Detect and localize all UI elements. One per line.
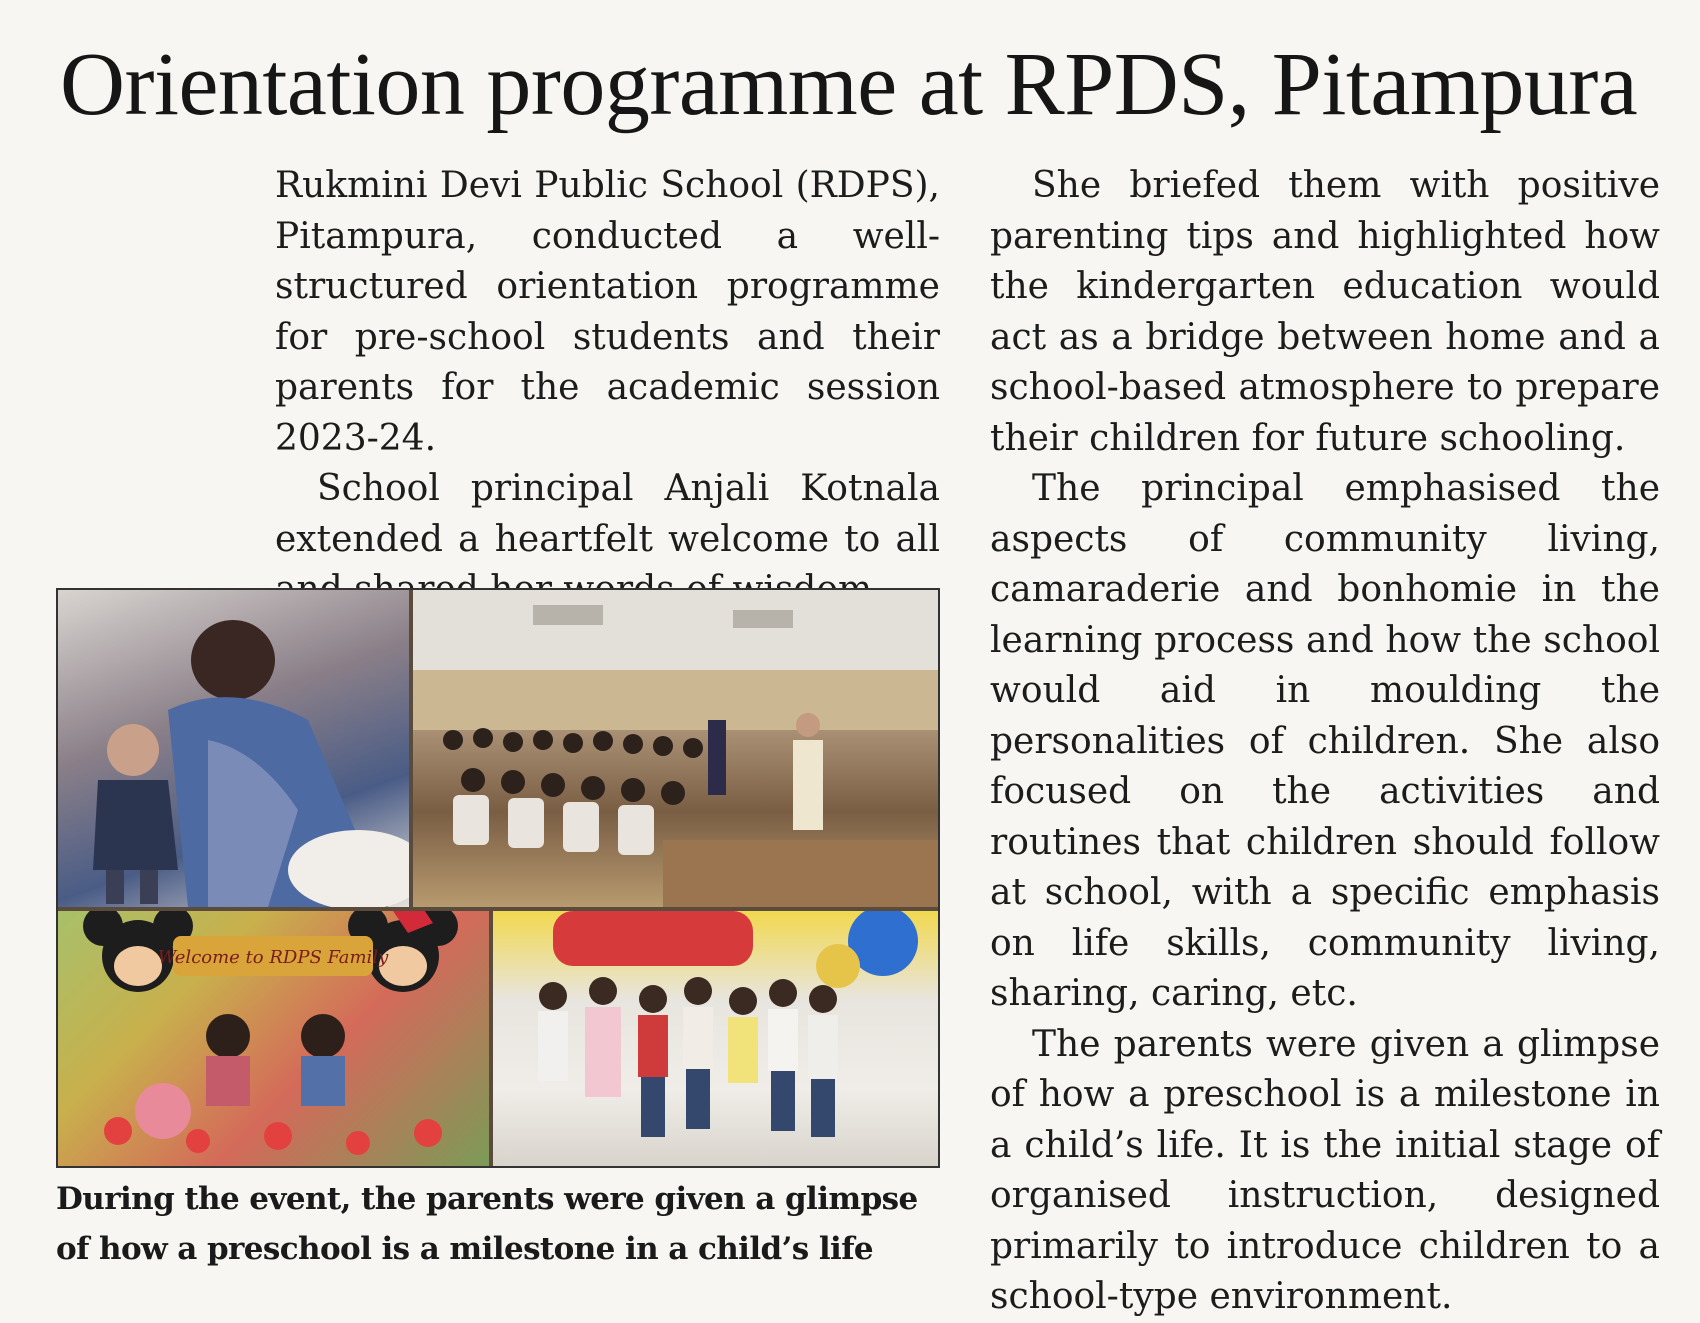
- photo-welcome-board: [58, 911, 489, 1166]
- headline: Orientation programme at RPDS, Pitampura: [60, 35, 1638, 134]
- photo-children-group: [493, 911, 938, 1166]
- photo-teacher-with-child: [58, 590, 409, 907]
- welcome-sign-text: Welcome to RDPS Family: [157, 947, 389, 968]
- article-column-left: [275, 161, 940, 616]
- paragraph-community-living: The principal emphasised the aspects of community living, camaraderie and bonhomie in the learning process and how the school would aid in moulding the personalities of children. She also focused on the activities and routines that children should follow at school, with a specific emphasis on life skills, community living, sharing, caring, etc.: [990, 468, 1660, 1014]
- article-column-right: [990, 161, 1660, 1323]
- photo-caption: During the event, the parents were given a glimpse of how a preschool is a milestone in a child’s life: [56, 1181, 918, 1267]
- paragraph-intro: Rukmini Devi Public School (RDPS), Pitampura, conducted a well-structured orientation programme for pre-school students and their parents for the academic session 2023-24.: [275, 165, 940, 459]
- photo-auditorium: [413, 590, 938, 907]
- welcome-board-illustration: [58, 911, 489, 1166]
- paragraph-welcome: School principal Anjali Kotnala extended a heartfelt welcome to all: [275, 468, 940, 560]
- teacher-with-child-illustration: [58, 590, 409, 907]
- auditorium-illustration: [413, 590, 938, 907]
- children-group-illustration: [493, 911, 938, 1166]
- photo-collage: [56, 588, 940, 1168]
- paragraph-preschool-milestone: The parents were given a glimpse of how a preschool is a milestone in a child’s life. It is the initial stage of organised instruction, designed primarily to introduce children to a school-type environment.: [990, 1023, 1660, 1317]
- paragraph-parenting-tips: She briefed them with positive parenting tips and highlighted how the kindergarten education would act as a bridge between home and a school-based atmosphere to prepare their children for future schooling.: [990, 165, 1660, 459]
